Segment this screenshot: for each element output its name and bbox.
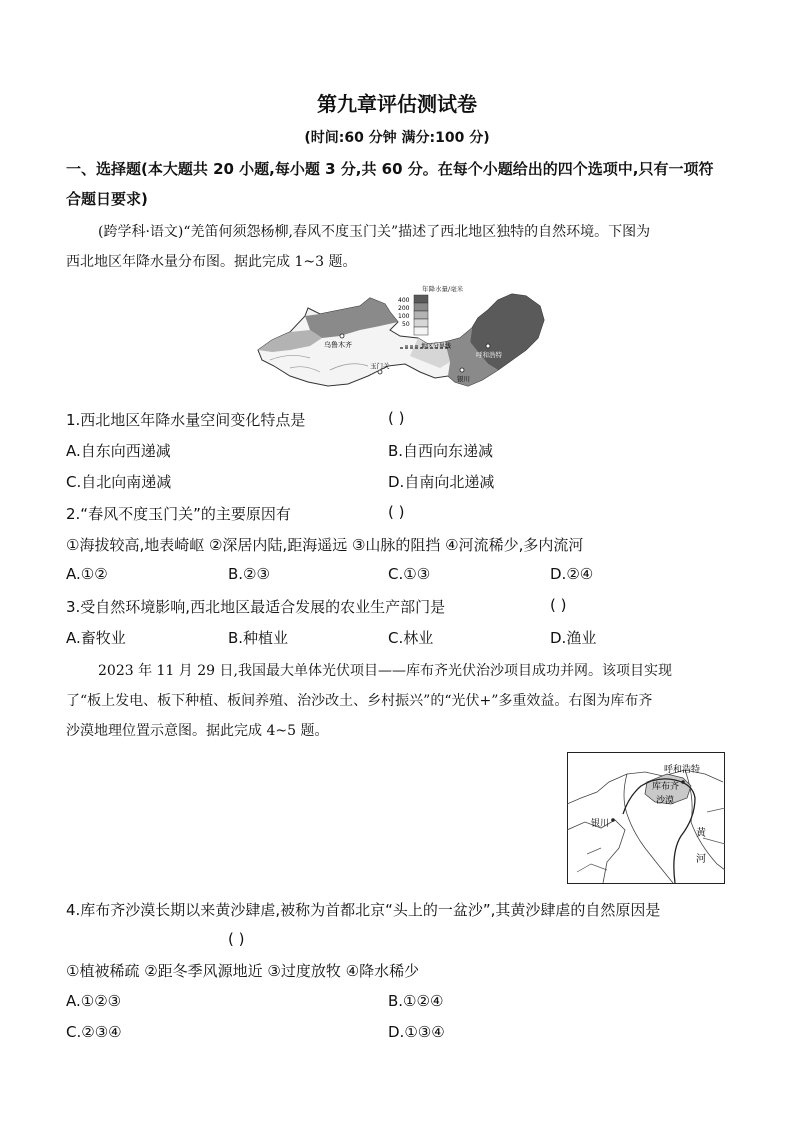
material2-line2: 了“板上发电、板下种植、板间养殖、治沙改土、乡村振兴”的“光伏+”多重效益。右图为库布齐 bbox=[66, 693, 653, 709]
q2-option-b[interactable]: B.②③ bbox=[228, 565, 270, 583]
yinchuan-marker bbox=[460, 368, 464, 372]
question-2-answer-blank: ( ) bbox=[388, 503, 405, 521]
legend-swatch-50 bbox=[414, 319, 428, 327]
q1-option-a[interactable]: A.自东向西递减 bbox=[66, 442, 171, 460]
material1-line2: 西北地区年降水量分布图。据此完成 1~3 题。 bbox=[66, 254, 357, 270]
legend-swatch-lowest bbox=[414, 327, 428, 335]
question-4-answer-blank: ( ) bbox=[228, 930, 245, 948]
hohhot-dot bbox=[681, 780, 685, 784]
q3-option-b[interactable]: B.种植业 bbox=[228, 629, 289, 647]
question-3-answer-blank: ( ) bbox=[550, 596, 567, 614]
q3-option-d[interactable]: D.渔业 bbox=[550, 629, 597, 647]
section-heading-line2: 合题日要求) bbox=[66, 190, 148, 208]
place-urumqi: 乌鲁木齐 bbox=[324, 341, 352, 349]
q1-option-b[interactable]: B.自西向东递减 bbox=[388, 442, 494, 460]
place-kubuqi: 库布齐 bbox=[652, 782, 680, 792]
section-heading-line1: 一、选择题(本大题共 20 小题,每小题 3 分,共 60 分。在每个小题给出的四个选项中,只有一项符 bbox=[66, 160, 714, 178]
question-4-stem: 4.库布齐沙漠长期以来黄沙肆虐,被称为首都北京“头上的一盆沙”,其黄沙肆虐的自然原因是 bbox=[66, 901, 661, 919]
hohhot-marker bbox=[486, 344, 490, 348]
place-yinchuan: 银川 bbox=[457, 375, 470, 383]
yumenguan-marker bbox=[378, 370, 382, 374]
question-1-stem: 1.西北地区年降水量空间变化特点是 bbox=[66, 411, 306, 429]
legend-value-50: 50 bbox=[402, 321, 410, 328]
q4-option-a[interactable]: A.①②③ bbox=[66, 992, 122, 1010]
q3-option-a[interactable]: A.畜牧业 bbox=[66, 629, 126, 647]
legend-swatch-200 bbox=[414, 303, 428, 311]
q2-option-d[interactable]: D.②④ bbox=[550, 565, 594, 583]
q4-option-c[interactable]: C.②③④ bbox=[66, 1023, 122, 1041]
precipitation-map bbox=[250, 280, 550, 392]
question-2-stem: 2.“春风不度玉门关”的主要原因有 bbox=[66, 505, 291, 523]
question-1-answer-blank: ( ) bbox=[388, 409, 405, 427]
q4-option-b[interactable]: B.①②④ bbox=[388, 992, 444, 1010]
q1-option-d[interactable]: D.自南向北递减 bbox=[388, 473, 495, 491]
river-label-he: 河 bbox=[696, 854, 706, 865]
q2-option-c[interactable]: C.①③ bbox=[388, 565, 431, 583]
material2-line3: 沙漠地理位置示意图。据此完成 4~5 题。 bbox=[66, 723, 329, 739]
legend-value-200: 200 bbox=[398, 305, 410, 312]
place-yinchuan-2: 银川 bbox=[591, 819, 610, 829]
legend-title: 年降水量/毫米 bbox=[422, 285, 464, 293]
page-title: 第九章评估测试卷 bbox=[317, 92, 477, 116]
kubuqi-location-map bbox=[567, 752, 725, 884]
question-4-items: ①植被稀疏 ②距冬季风源地近 ③过度放牧 ④降水稀少 bbox=[66, 962, 420, 980]
legend-swatch-100 bbox=[414, 311, 428, 319]
q4-option-d[interactable]: D.①③④ bbox=[388, 1023, 445, 1041]
material2-line1: 2023 年 11 月 29 日,我国最大单体光伏项目——库布齐光伏治沙项目成功并网。该项目实现 bbox=[98, 663, 672, 679]
exam-info: (时间:60 分钟 满分:100 分) bbox=[304, 130, 490, 146]
yinchuan-dot bbox=[611, 818, 615, 822]
legend-value-100: 100 bbox=[398, 313, 410, 320]
legend-swatch-400 bbox=[414, 295, 428, 303]
place-hohhot-2: 呼和浩特 bbox=[664, 765, 701, 775]
urumqi-marker bbox=[340, 334, 344, 338]
question-2-items: ①海拔较高,地表崎岖 ②深居内陆,距海遥远 ③山脉的阻挡 ④河流稀少,多内流河 bbox=[66, 536, 584, 554]
question-3-stem: 3.受自然环境影响,西北地区最适合发展的农业生产部门是 bbox=[66, 598, 446, 616]
river-label-huang: 黄 bbox=[696, 828, 706, 839]
place-desert: 沙漠 bbox=[656, 796, 675, 806]
place-hohhot: 呼和浩特 bbox=[476, 351, 502, 359]
material1-line1: (跨学科·语文)“羌笛何须怨杨柳,春风不度玉门关”描述了西北地区独特的自然环境。下图为 bbox=[98, 224, 651, 240]
place-yumenguan: 玉门关 bbox=[370, 362, 390, 370]
q2-option-a[interactable]: A.①② bbox=[66, 565, 108, 583]
boundary-label: 地区分界线 bbox=[421, 343, 452, 350]
legend-value-400: 400 bbox=[398, 297, 410, 304]
q1-option-c[interactable]: C.自北向南递减 bbox=[66, 473, 172, 491]
q3-option-c[interactable]: C.林业 bbox=[388, 629, 434, 647]
